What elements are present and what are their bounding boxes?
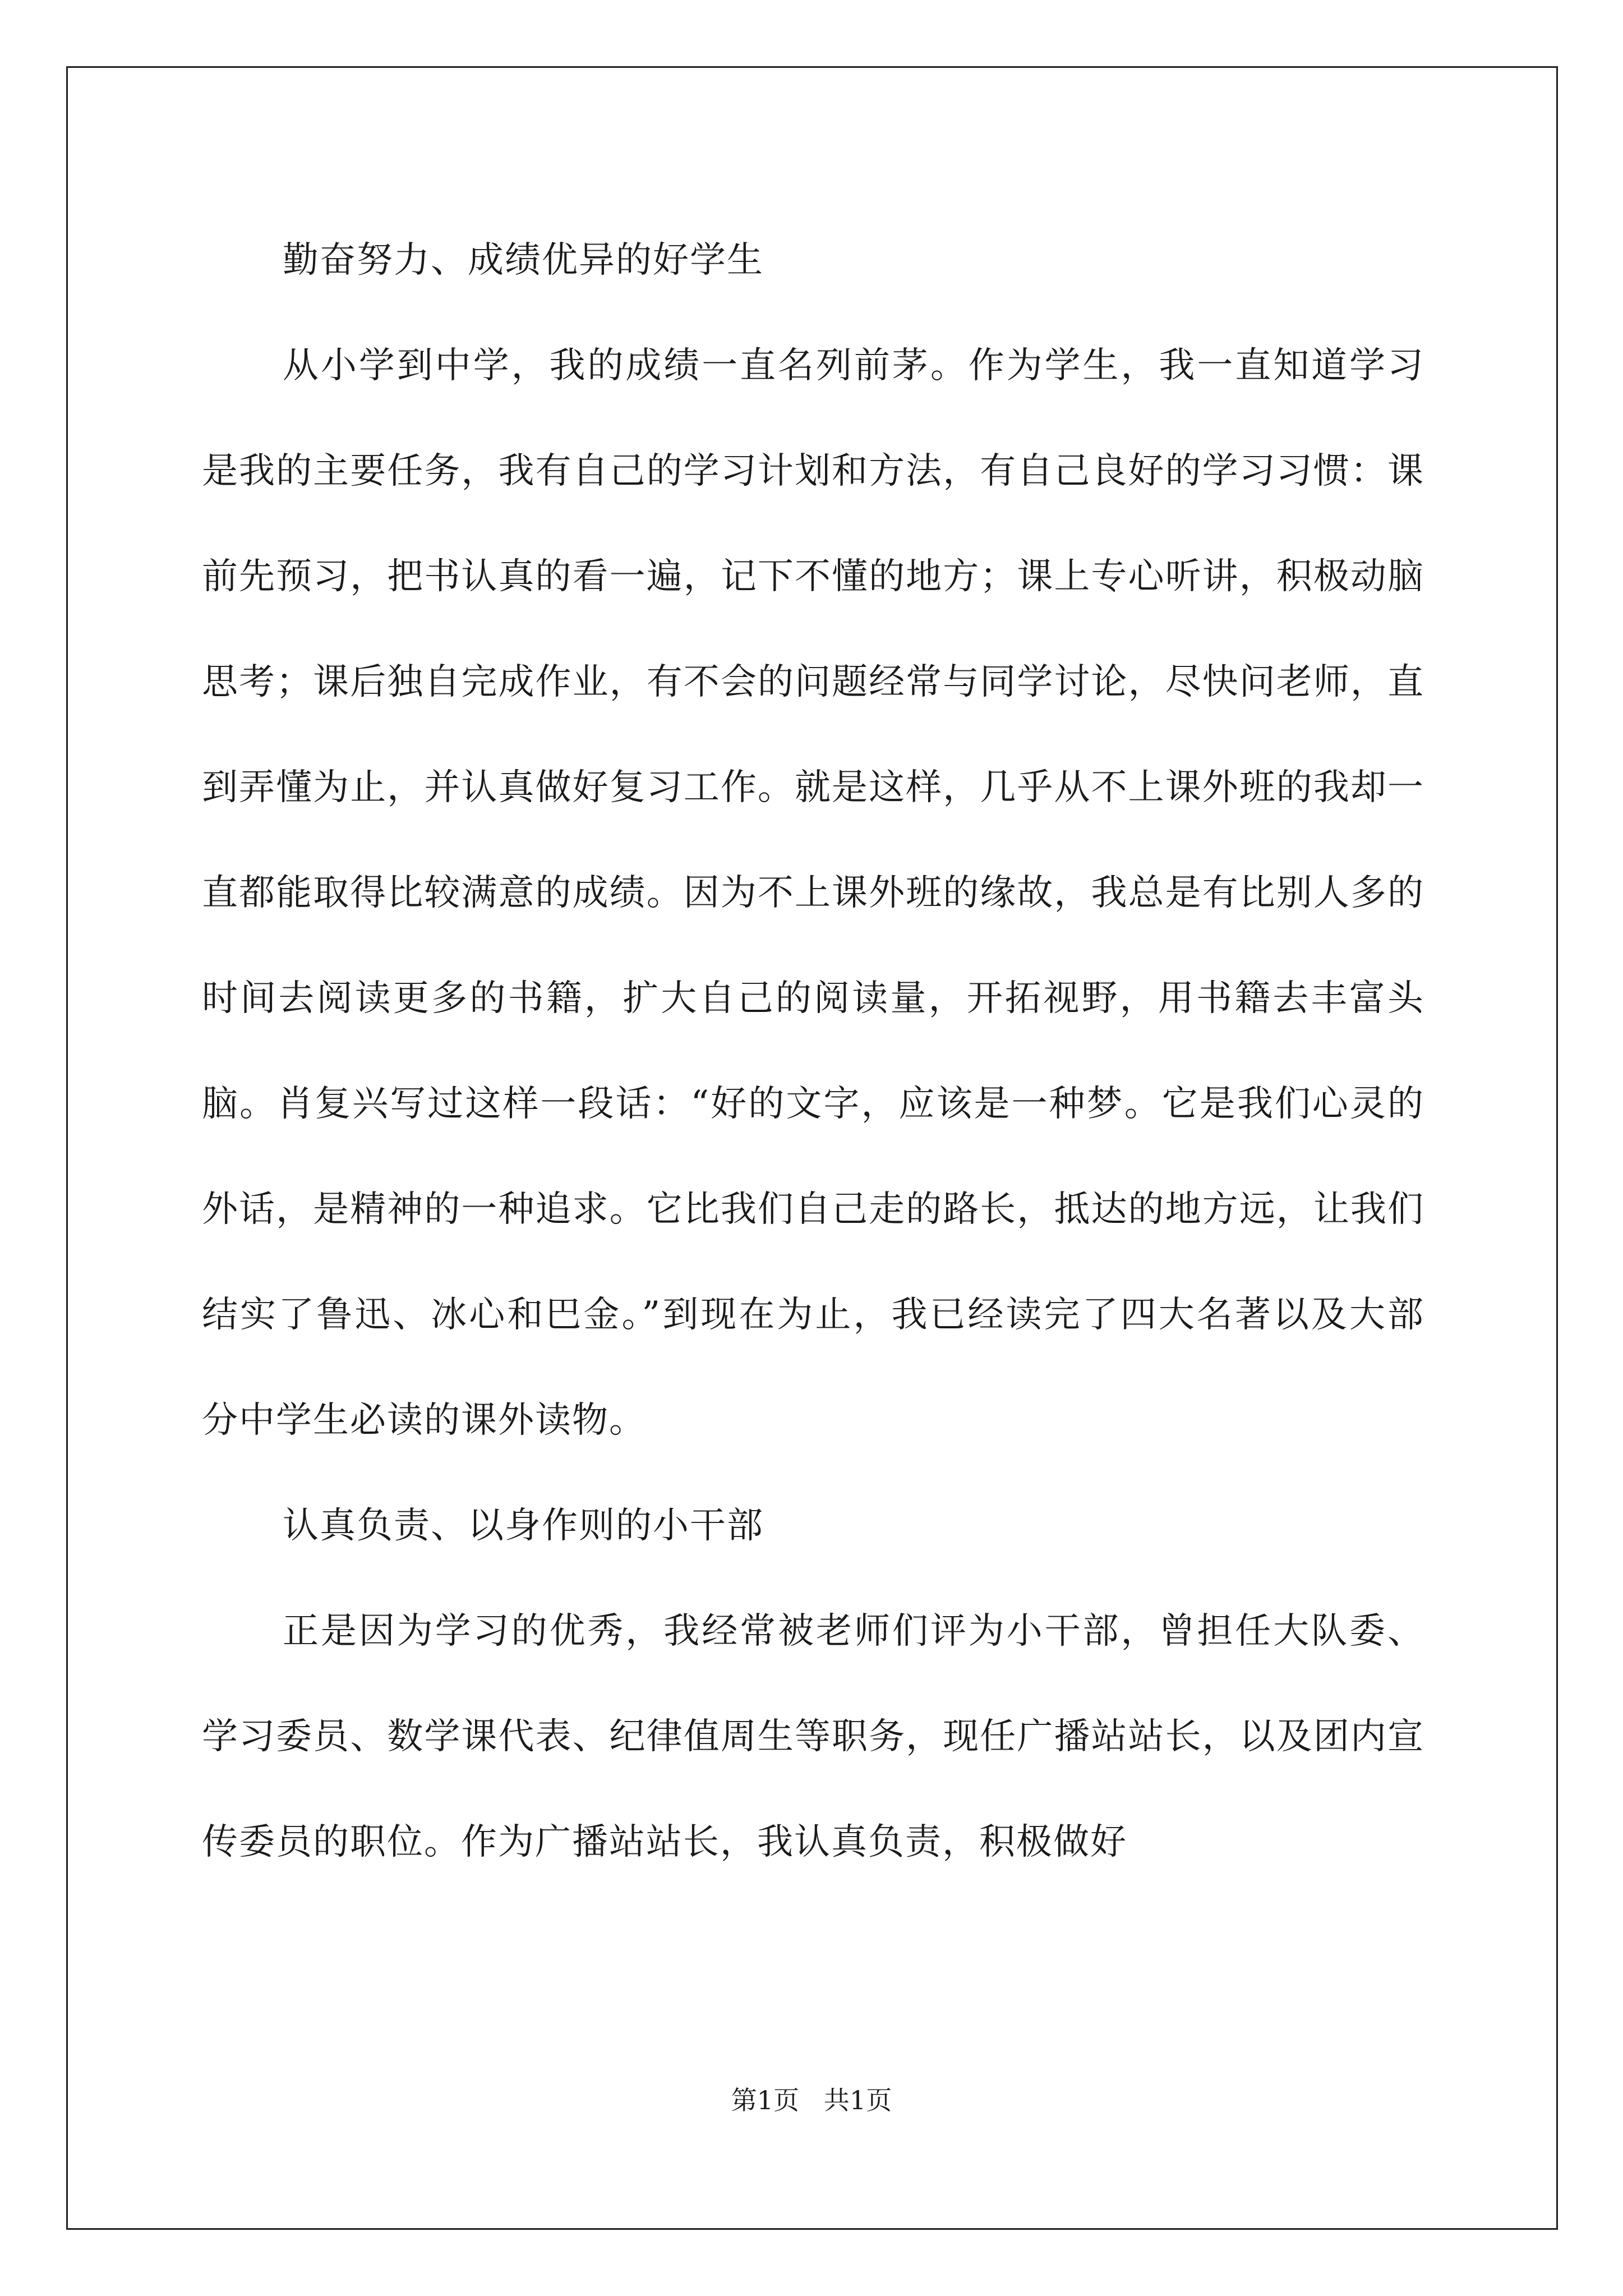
section-paragraph: 正是因为学习的优秀，我经常被老师们评为小干部，曾担任大队委、学习委员、数学课代表、纪律值周生等职务，现任广播站站长，以及团内宣传委员的职位。作为广播站站长，我认真负责，积极做好 [202,1611,1424,1863]
page-footer: 第1页 共1页 [731,2085,892,2115]
section-heading: 勤奋努力、成绩优异的好学生 [283,240,764,281]
section-heading: 认真负责、以身作则的小干部 [283,1505,764,1547]
document-body [202,208,1424,1895]
section-paragraph: 从小学到中学，我的成绩一直名列前茅。作为学生，我一直知道学习是我的主要任务，我有自己的学习计划和方法，有自己良好的学习习惯：课前先预习，把书认真的看一遍，记下不懂的地方；课上专心听讲，积极动脑思考；课后独自完成作业，有不会的问题经常与同学讨论，尽快问老师，直到弄懂为止，并认真做好复习工作。就是这样，几乎从不上课外班的我却一直都能取得比较满意的成绩。因为不上课外班的缘故，我总是有比别人多的时间去阅读更多的书籍，扩大自己的阅读量，开拓视野，用书籍去丰富头脑。肖复兴写过这样一段话：“好的文字，应该是一种梦。它是我们心灵的外话，是精神的一种追求。它比我们自己走的路长，抵达的地方远，让我们结实了鲁迅、冰心和巴金。”到现在为止，我已经读完了四大名著以及大部分中学生必读的课外读物。 [202,345,1424,1441]
